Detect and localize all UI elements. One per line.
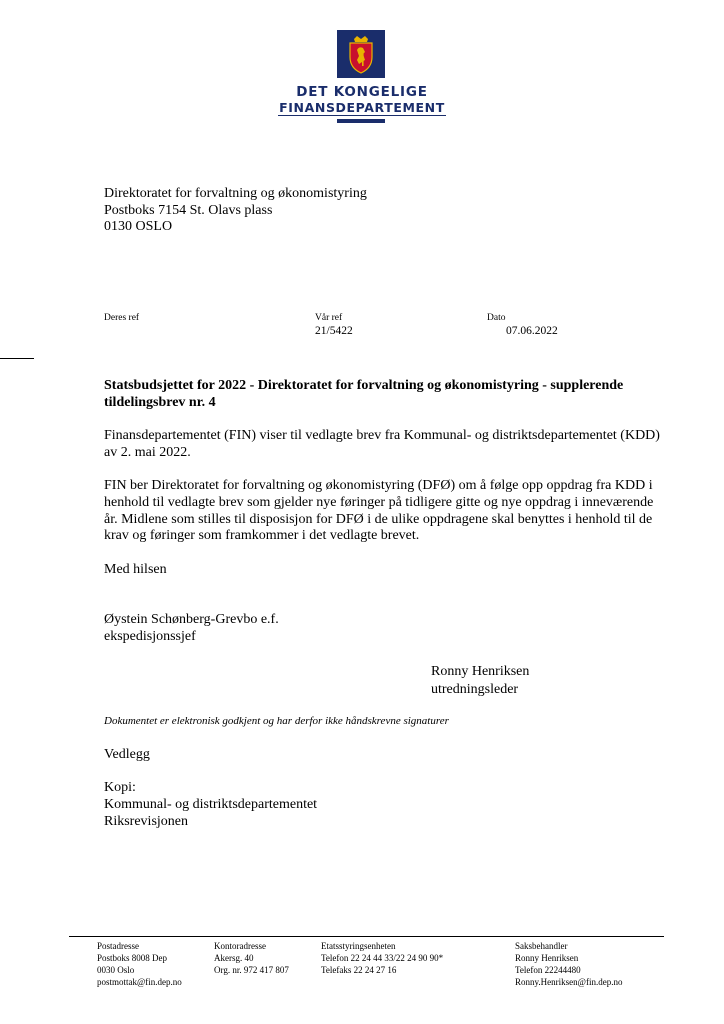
- footer-text: 0030 Oslo: [97, 965, 135, 975]
- deres-ref-label: Deres ref: [104, 313, 140, 323]
- var-ref-label: Vår ref: [315, 313, 343, 323]
- signer-2-name: Ronny Henriksen: [431, 664, 530, 679]
- paragraph-2: FIN ber Direktoratet for forvaltning og økonomistyring (DFØ) om å følge opp oppdrag fra KDD i henhold til vedlagte brev som gjelder nye føringer på tidligere gitte og nye oppdrag i inneværende år. Midlene som stilles til disposisjon for DFØ i de ulike oppdragene skal benyttes i henhold til de krav og føringer som framkommer i det vedlagte brevet.: [104, 478, 654, 544]
- logo-line-1: DET KONGELIGE: [296, 84, 428, 100]
- footer-heading: Postadresse: [97, 941, 139, 951]
- logo-line-2: FINANSDEPARTEMENT: [279, 100, 445, 115]
- signer-1-title: ekspedisjonssjef: [104, 629, 196, 644]
- footer-text: Telefon 22 24 44 33/22 24 90 90*: [321, 953, 444, 963]
- footer-unit-contact: [321, 940, 443, 976]
- signer-2-title: utredningsleder: [431, 682, 519, 697]
- footer-heading: Saksbehandler: [515, 941, 568, 951]
- letter-title: Statsbudsjettet for 2022 - Direktoratet for forvaltning og økonomistyring - supplerende tildelingsbrev nr. 4: [104, 378, 624, 410]
- copy-recipient: Riksrevisjonen: [104, 814, 188, 829]
- copy-recipient: Kommunal- og distriktsdepartementet: [104, 797, 318, 812]
- footer-text: postmottak@fin.dep.no: [97, 977, 182, 987]
- var-ref-value: 21/5422: [315, 325, 353, 337]
- footer-heading: Etatsstyringsenheten: [321, 941, 396, 951]
- footer-office-address: [214, 940, 289, 976]
- recipient-postbox: Postboks 7154 St. Olavs plass: [104, 202, 273, 218]
- electronic-approval-note: Dokumentet er elektronisk godkjent og har derfor ikke håndskrevne signaturer: [104, 715, 449, 727]
- footer-case-officer: [515, 940, 622, 988]
- crest-background: [337, 30, 385, 78]
- royal-crest-icon: [337, 30, 385, 78]
- recipient-address: [104, 186, 367, 236]
- footer-text: Org. nr. 972 417 807: [214, 965, 289, 975]
- date-label: Dato: [487, 313, 506, 323]
- attachment-label: Vedlegg: [104, 747, 150, 762]
- footer-divider: [69, 936, 664, 937]
- paragraph-1: Finansdepartementet (FIN) viser til vedlagte brev fra Kommunal- og distriktsdepartementet (KDD) av 2. mai 2022.: [104, 428, 660, 460]
- footer-text: Telefaks 22 24 27 16: [321, 965, 397, 975]
- footer-text: Ronny Henriksen: [515, 953, 579, 963]
- footer-text: Telefon 22244480: [515, 965, 581, 975]
- logo-divider: [278, 115, 446, 116]
- recipient-name: Direktoratet for forvaltning og økonomistyring: [104, 186, 367, 201]
- footer-text: Ronny.Henriksen@fin.dep.no: [515, 977, 623, 987]
- fold-mark: [0, 358, 34, 359]
- recipient-city: 0130 OSLO: [104, 219, 173, 234]
- footer-text: Postboks 8008 Dep: [97, 953, 168, 963]
- greeting: Med hilsen: [104, 562, 167, 577]
- logo-bottom-bar: [337, 119, 385, 123]
- ministry-logo: [270, 28, 454, 128]
- copy-label: Kopi:: [104, 780, 136, 795]
- date-value: 07.06.2022: [506, 325, 558, 337]
- footer-text: Akersg. 40: [214, 953, 254, 963]
- footer-postal-address: [97, 940, 182, 988]
- signer-1-name: Øystein Schønberg-Grevbo e.f.: [104, 612, 279, 627]
- footer-heading: Kontoradresse: [214, 941, 266, 951]
